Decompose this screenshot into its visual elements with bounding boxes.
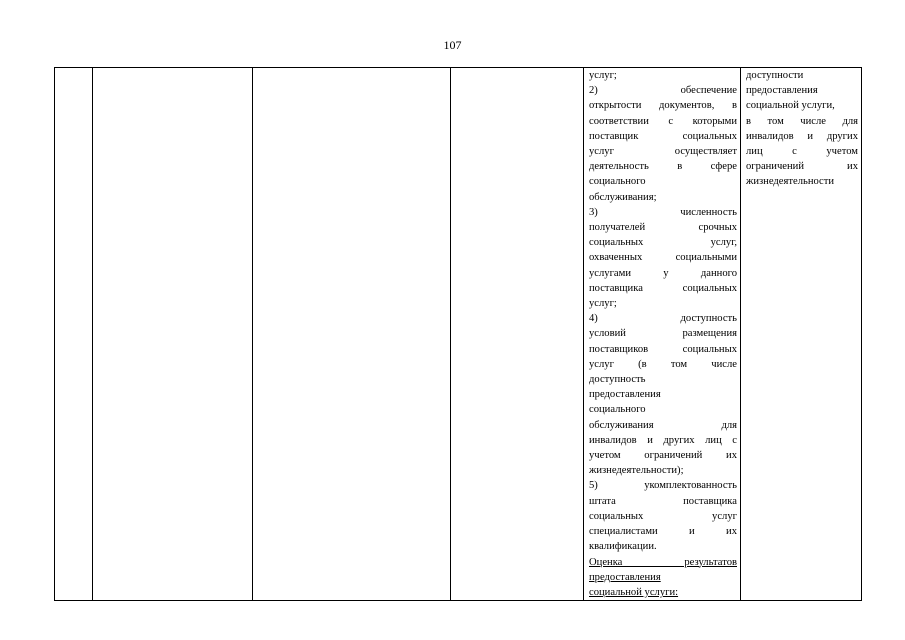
- quality-criteria-line: поставщиков социальных: [589, 343, 737, 355]
- quality-criteria-line: предоставления: [589, 571, 661, 583]
- quality-criteria-line: специалистами и их: [589, 526, 737, 538]
- quality-criteria-line: получателей срочных: [589, 222, 737, 234]
- quality-criteria-line: квалификации.: [589, 541, 657, 553]
- quality-criteria-line: услуг;: [589, 70, 617, 81]
- quality-criteria-line: услуг (в том числе: [589, 358, 737, 370]
- table-cell-number: [55, 68, 93, 601]
- quality-criteria-line: услуг;: [589, 298, 617, 310]
- quality-criteria-line: 3) численность: [589, 206, 737, 218]
- quality-criteria-line: 4) доступность: [589, 313, 737, 325]
- quality-criteria-line: деятельность в сфере: [589, 161, 737, 173]
- quality-criteria-text: [584, 68, 740, 600]
- table-cell-conditions: [741, 68, 862, 601]
- conditions-line: доступности: [746, 70, 804, 81]
- quality-criteria-line: условий размещения: [589, 328, 737, 340]
- conditions-line: в том числе для: [746, 115, 858, 127]
- quality-criteria-line: охваченных социальными: [589, 252, 737, 264]
- conditions-line: жизнедеятельности: [746, 176, 835, 188]
- quality-criteria-line: обслуживания для: [589, 419, 737, 431]
- quality-criteria-line: услугами у данного: [589, 267, 737, 279]
- quality-criteria-line: доступность: [589, 374, 646, 386]
- conditions-line: предоставления: [746, 85, 818, 97]
- table-cell-service-term: [451, 68, 584, 601]
- quality-criteria-line: 5) укомплектованность: [589, 480, 737, 492]
- quality-criteria-line: социальной услуги:: [589, 586, 679, 598]
- quality-criteria-line: штата поставщика: [589, 495, 737, 507]
- quality-criteria-line: соответствии с которыми: [589, 115, 737, 127]
- quality-criteria-line: социального: [589, 404, 646, 416]
- quality-criteria-line: 2) обеспечение: [589, 85, 737, 97]
- conditions-line: лиц с учетом: [746, 146, 858, 158]
- conditions-line: ограничений их: [746, 161, 858, 173]
- quality-criteria-line: открытости документов, в: [589, 100, 737, 112]
- table-row: [55, 68, 862, 601]
- page-number: 107: [443, 38, 462, 52]
- conditions-line: инвалидов и других: [746, 130, 858, 142]
- quality-criteria-line: Оценка результатов: [589, 556, 737, 568]
- quality-criteria-line: инвалидов и других лиц с: [589, 434, 737, 446]
- quality-criteria-line: обслуживания;: [589, 191, 657, 203]
- quality-criteria-line: предоставления: [589, 389, 661, 401]
- table-cell-service-name: [93, 68, 253, 601]
- quality-criteria-line: социальных услуг,: [589, 237, 737, 249]
- quality-criteria-line: жизнедеятельности);: [589, 465, 684, 477]
- quality-criteria-line: учетом ограничений их: [589, 450, 737, 462]
- quality-criteria-line: поставщик социальных: [589, 130, 737, 142]
- quality-criteria-line: социального: [589, 176, 646, 188]
- quality-criteria-line: социальных услуг: [589, 510, 737, 522]
- quality-criteria-line: поставщика социальных: [589, 282, 737, 294]
- quality-criteria-line: услуг осуществляет: [589, 146, 737, 158]
- conditions-line: социальной услуги,: [746, 100, 835, 112]
- table-cell-service-description: [253, 68, 451, 601]
- table-cell-quality-criteria: [584, 68, 741, 601]
- conditions-text: [741, 68, 861, 190]
- document-table: [54, 67, 862, 601]
